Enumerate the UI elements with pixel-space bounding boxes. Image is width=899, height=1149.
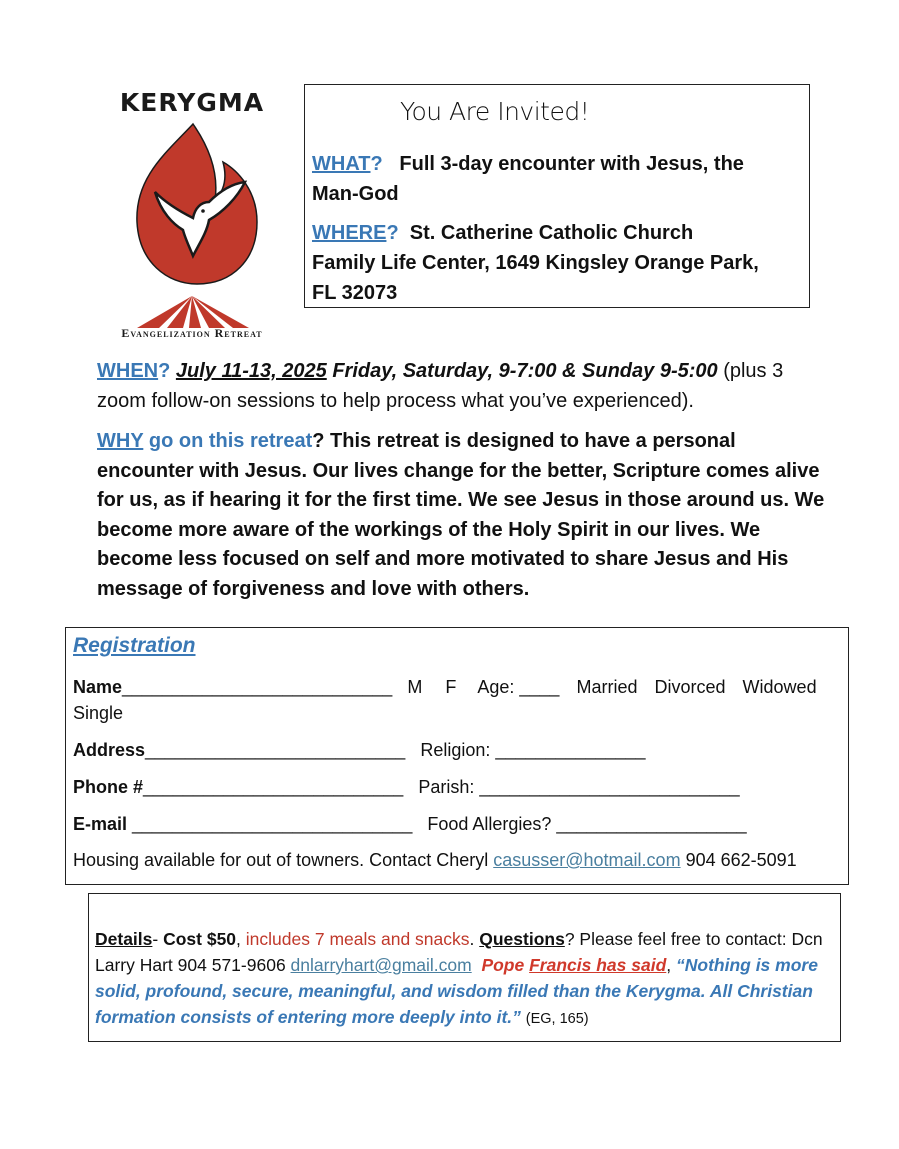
quote-citation: (EG, 165) bbox=[525, 1011, 589, 1027]
what-label: WHAT bbox=[312, 153, 371, 175]
where-line3: FL 32073 bbox=[312, 282, 398, 304]
email-row bbox=[73, 814, 747, 835]
comma1: , bbox=[236, 929, 246, 949]
pope-label: Pope bbox=[481, 955, 525, 975]
email-label: E-mail bbox=[73, 814, 128, 834]
parish-field[interactable]: Parish: __________________________ bbox=[418, 777, 740, 797]
widowed-option[interactable]: Widowed bbox=[742, 677, 817, 697]
kerygma-logo bbox=[97, 72, 287, 348]
when-label: WHEN bbox=[97, 360, 159, 382]
when-q: ? bbox=[158, 360, 171, 382]
registration-title: Registration bbox=[73, 634, 196, 657]
where-label: WHERE bbox=[312, 222, 387, 244]
period: . bbox=[469, 929, 480, 949]
why-label-rest: go on this retreat bbox=[148, 430, 313, 452]
age-field[interactable]: Age: ____ bbox=[477, 677, 560, 697]
contact-text: ? Please feel free to contact: bbox=[564, 929, 787, 949]
what-section bbox=[312, 149, 792, 209]
housing-text: Housing available for out of towners. Contact Cheryl bbox=[73, 850, 489, 870]
what-q: ? bbox=[370, 153, 383, 175]
where-line2: Family Life Center, 1649 Kingsley Orange Park, bbox=[312, 252, 759, 274]
when-section bbox=[97, 357, 827, 416]
housing-email-link[interactable]: casusser@hotmail.com bbox=[493, 850, 681, 870]
religion-field[interactable]: Religion: ____________ bbox=[420, 740, 616, 760]
logo-subtitle: Evangelization Retreat bbox=[121, 326, 263, 340]
details-dash: - bbox=[152, 929, 164, 949]
name-row bbox=[73, 677, 817, 698]
email-field[interactable]: ____________________________ bbox=[127, 814, 413, 834]
address-row bbox=[73, 740, 646, 761]
phone-row bbox=[73, 777, 740, 798]
meals-note: includes 7 meals and snacks bbox=[245, 929, 470, 949]
what-text: Full 3-day encounter with Jesus, the Man-God bbox=[312, 153, 744, 205]
comma2: , bbox=[666, 955, 676, 975]
logo-title: KERYGMA bbox=[119, 88, 265, 117]
divorced-option[interactable]: Divorced bbox=[654, 677, 726, 697]
when-times: Friday, Saturday, 9-7:00 & Sunday 9-5:00 bbox=[332, 360, 718, 382]
details-box bbox=[88, 893, 841, 1042]
single-option[interactable]: Single bbox=[73, 703, 124, 723]
where-section bbox=[312, 218, 807, 308]
married-option[interactable]: Married bbox=[576, 677, 638, 697]
religion-field-tail: ___ bbox=[615, 740, 646, 760]
francis-said: Francis has said bbox=[529, 955, 667, 975]
cost: Cost $50 bbox=[163, 929, 237, 949]
invitation-box bbox=[304, 84, 810, 308]
questions-label: Questions bbox=[479, 929, 565, 949]
phone-field[interactable]: __________________________ bbox=[143, 777, 404, 797]
kerygma-quote: “Nothing is more solid, profound, secure, meaningful, and wisdom filled than the Kerygma. All Christian formation consists of entering more deeply into it.” bbox=[95, 955, 818, 1027]
why-section bbox=[97, 427, 827, 604]
address-field[interactable]: __________________________ bbox=[145, 740, 406, 760]
when-note: (plus 3 zoom follow-on sessions to help process what you’ve experienced). bbox=[97, 360, 784, 412]
where-line1: St. Catherine Catholic Church bbox=[409, 222, 694, 244]
housing-row bbox=[73, 850, 797, 871]
housing-phone: 904 662-5091 bbox=[685, 850, 797, 870]
why-label: WHY bbox=[97, 430, 144, 452]
details-text bbox=[95, 926, 840, 1032]
name-field[interactable]: ___________________________ bbox=[122, 677, 393, 697]
details-label: Details bbox=[95, 929, 153, 949]
where-q: ? bbox=[386, 222, 399, 244]
registration-form bbox=[65, 627, 849, 885]
allergies-field[interactable]: Food Allergies? ___________________ bbox=[427, 814, 747, 834]
dcn-contact: Dcn Larry Hart 904 571-9606 bbox=[95, 929, 823, 975]
dcn-email-link[interactable]: dnlarryhart@gmail.com bbox=[290, 955, 472, 975]
phone-label: Phone # bbox=[73, 777, 144, 797]
gender-f-option[interactable]: F bbox=[445, 677, 457, 697]
why-text: ? This retreat is designed to have a personal encounter with Jesus. Our lives change for the better, Scripture comes alive for us, as if hearing it for the first time. We see Jesus in those around us. We become more aware of the workings of the Holy Spirit in our lives. We become less focused on self and more motivated to share Jesus and His message of forgiveness and love with others. bbox=[97, 430, 825, 600]
gender-m-option[interactable]: M bbox=[407, 677, 423, 697]
when-dates: July 11-13, 2025 bbox=[175, 360, 327, 382]
name-label: Name bbox=[73, 677, 123, 697]
invitation-title: You Are Invited! bbox=[400, 97, 590, 126]
address-label: Address bbox=[73, 740, 146, 760]
